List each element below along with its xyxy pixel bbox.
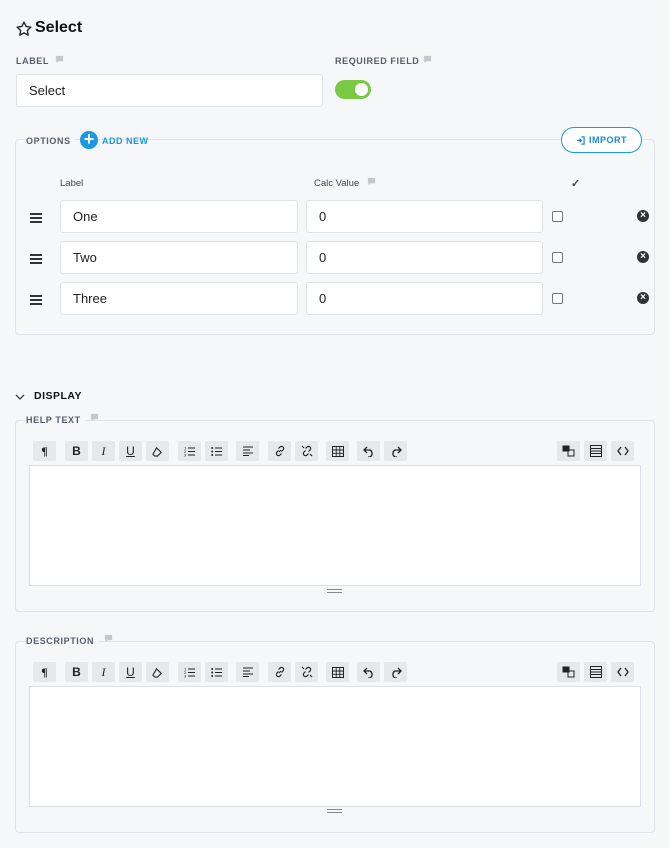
label-input[interactable]: Select — [16, 74, 323, 107]
italic-icon[interactable]: I — [92, 441, 115, 461]
svg-text:2: 2 — [183, 449, 186, 454]
options-caption: OPTIONS — [26, 136, 75, 146]
bullet-list-icon[interactable] — [205, 441, 228, 461]
help-bubble-icon[interactable] — [367, 177, 376, 186]
svg-text:2: 2 — [183, 670, 186, 675]
align-left-icon[interactable] — [236, 441, 259, 461]
option-calc-value-input[interactable]: 0 — [306, 200, 543, 233]
ordered-list-icon[interactable] — [178, 662, 201, 682]
drag-handle-icon[interactable] — [30, 295, 42, 304]
chevron-down-icon[interactable] — [14, 391, 26, 403]
drag-handle-icon[interactable] — [30, 254, 42, 263]
required-toggle[interactable] — [335, 80, 371, 99]
import-label: IMPORT — [589, 135, 627, 145]
column-header-calc-value: Calc Value — [314, 178, 360, 189]
help-bubble-icon[interactable] — [90, 413, 99, 422]
undo-icon[interactable] — [357, 441, 380, 461]
label-caption: LABEL — [16, 56, 49, 66]
help-bubble-icon[interactable] — [55, 55, 64, 64]
add-new-button[interactable]: ADD NEW — [102, 136, 149, 146]
bullet-list-icon[interactable] — [205, 662, 228, 682]
option-label-input[interactable]: Three — [60, 282, 298, 315]
align-left-icon[interactable] — [236, 662, 259, 682]
bold-icon[interactable]: B — [65, 662, 88, 682]
required-field-caption: REQUIRED FIELD — [335, 56, 420, 66]
remove-option-icon[interactable]: × — [637, 210, 649, 222]
table-icon[interactable] — [326, 441, 349, 461]
display-section-title[interactable]: DISPLAY — [34, 390, 83, 402]
description-editor[interactable] — [29, 686, 641, 807]
toggle-knob — [355, 83, 368, 96]
bold-icon[interactable]: B — [65, 441, 88, 461]
column-header-label: Label — [60, 178, 84, 189]
redo-icon[interactable] — [384, 662, 407, 682]
option-default-checkbox[interactable] — [552, 293, 563, 304]
option-calc-value-input[interactable]: 0 — [306, 241, 543, 274]
help-text-editor[interactable] — [29, 465, 641, 586]
svg-text:1: 1 — [183, 446, 186, 450]
ordered-list-icon[interactable] — [178, 441, 201, 461]
code-view-icon[interactable] — [611, 441, 634, 461]
paragraph-icon[interactable]: ¶ — [33, 441, 56, 461]
option-label-input[interactable]: Two — [60, 241, 298, 274]
paragraph-icon[interactable]: ¶ — [33, 662, 56, 682]
resize-handle-icon[interactable] — [327, 809, 342, 813]
redo-icon[interactable] — [384, 441, 407, 461]
table-icon[interactable] — [326, 662, 349, 682]
add-new-icon[interactable]: + — [80, 131, 98, 149]
media-icon[interactable] — [557, 441, 580, 461]
drag-handle-icon[interactable] — [30, 213, 42, 222]
help-bubble-icon[interactable] — [104, 634, 113, 643]
italic-icon[interactable]: I — [92, 662, 115, 682]
code-view-icon[interactable] — [611, 662, 634, 682]
template-icon[interactable] — [584, 662, 607, 682]
unlink-icon[interactable] — [295, 441, 318, 461]
description-caption: DESCRIPTION — [26, 636, 98, 646]
option-label-input[interactable]: One — [60, 200, 298, 233]
svg-text:3: 3 — [183, 674, 186, 678]
remove-option-icon[interactable]: × — [637, 292, 649, 304]
option-default-checkbox[interactable] — [552, 211, 563, 222]
column-header-selected: ✓ — [571, 178, 581, 190]
remove-option-icon[interactable]: × — [637, 251, 649, 263]
svg-text:3: 3 — [183, 453, 186, 457]
link-icon[interactable] — [268, 662, 291, 682]
resize-handle-icon[interactable] — [327, 589, 342, 593]
eraser-icon[interactable] — [146, 662, 169, 682]
template-icon[interactable] — [584, 441, 607, 461]
undo-icon[interactable] — [357, 662, 380, 682]
help-text-caption: HELP TEXT — [26, 415, 85, 425]
link-icon[interactable] — [268, 441, 291, 461]
underline-icon[interactable]: U — [119, 441, 142, 461]
star-icon[interactable] — [15, 20, 33, 38]
page-title: Select — [35, 19, 83, 36]
unlink-icon[interactable] — [295, 662, 318, 682]
import-button[interactable] — [561, 127, 642, 153]
help-bubble-icon[interactable] — [423, 55, 432, 64]
option-default-checkbox[interactable] — [552, 252, 563, 263]
media-icon[interactable] — [557, 662, 580, 682]
import-icon — [576, 136, 585, 145]
svg-text:1: 1 — [183, 667, 186, 671]
eraser-icon[interactable] — [146, 441, 169, 461]
option-calc-value-input[interactable]: 0 — [306, 282, 543, 315]
underline-icon[interactable]: U — [119, 662, 142, 682]
